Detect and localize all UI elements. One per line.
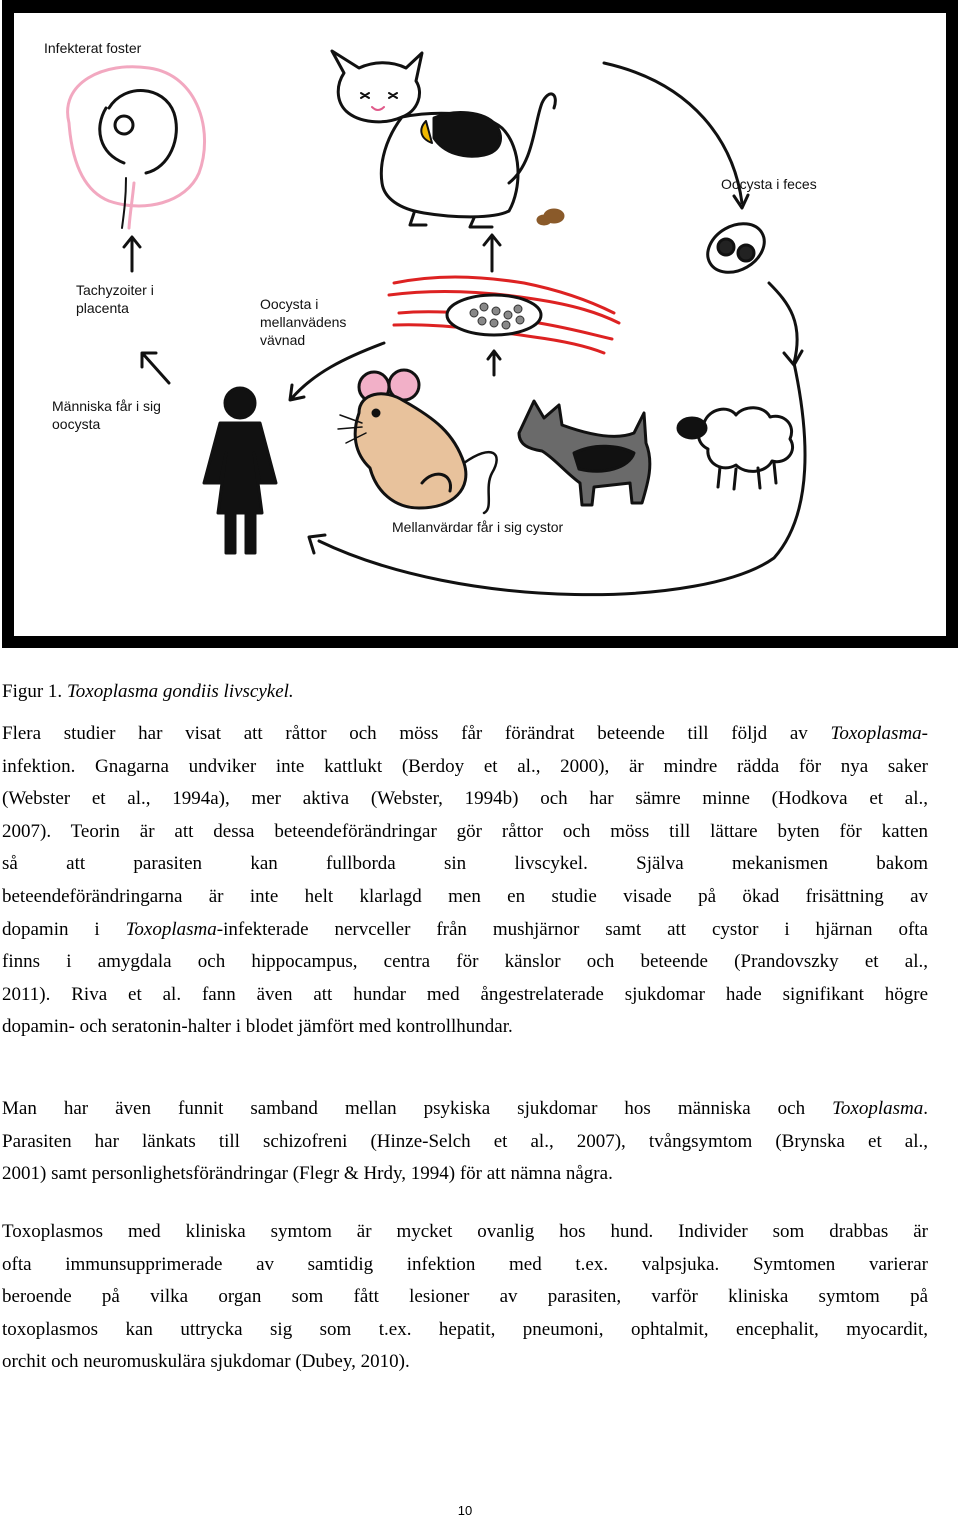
label-oocyst-feces: Oocysta i feces bbox=[721, 176, 817, 192]
arrow-oocyst-to-placenta bbox=[142, 353, 169, 383]
label-oocyst-tissue: Oocysta i mellanvädens vävnad bbox=[260, 296, 347, 348]
italic-term: Toxoplasma bbox=[832, 1098, 924, 1119]
text-line: ofta immunsupprimerade av samtidig infektion med t.ex. valpsjuka. Symtomen varierar bbox=[2, 1253, 928, 1275]
figure-frame bbox=[2, 0, 958, 648]
oocyst-feces-illustration bbox=[699, 214, 773, 282]
dog-illustration bbox=[519, 401, 650, 505]
label-human-ingests: Människa får i sig oocysta bbox=[52, 398, 161, 432]
woman-illustration bbox=[204, 388, 276, 553]
figure-caption bbox=[2, 680, 294, 704]
arrow-tissue-to-cat bbox=[484, 235, 500, 271]
text-line: infektion. Gnagarna undviker inte kattlukt (Berdoy et al., 2000), är mindre rädda för nya saker bbox=[2, 755, 928, 777]
text-line: toxoplasmos kan uttrycka sig som t.ex. hepatit, pneumoni, ophtalmit, encephalit, myocardit, bbox=[2, 1318, 928, 1340]
tissue-cyst-illustration bbox=[389, 277, 619, 353]
sheep-illustration bbox=[678, 408, 793, 489]
text-line: 2007). Teorin är att dessa beteendeförändringar gör råttor och möss till lättare byten för katten bbox=[2, 820, 928, 842]
text-line: beteendeförändringarna är inte helt klarlagd men en studie visade på ökad frisättning av bbox=[2, 885, 928, 907]
label-infected-fetus: Infekterat foster bbox=[44, 40, 142, 56]
paragraph-2 bbox=[2, 1093, 928, 1191]
mouse-illustration bbox=[338, 370, 497, 513]
caption-title: Toxoplasma gondiis livscykel. bbox=[66, 681, 294, 702]
text-line: dopamin- och seratonin-halter i blodet jämfört med kontrollhundar. bbox=[2, 1016, 513, 1038]
paragraph-3 bbox=[2, 1216, 928, 1379]
life-cycle-figure bbox=[14, 13, 946, 636]
label-intermediate-hosts: Mellanvärdar får i sig cystor bbox=[392, 519, 564, 535]
text-line: Man har även funnit samband mellan psykiska sjukdomar hos människa och Toxoplasma. bbox=[2, 1098, 928, 1119]
text-line: (Webster et al., 1994a), mer aktiva (Webster, 1994b) och har sämre minne (Hodkova et al., bbox=[2, 788, 928, 810]
text-line: beroende på vilka organ som fått lesioner av parasiten, varför kliniska symtom på bbox=[2, 1286, 928, 1308]
caption-prefix: Figur 1. bbox=[2, 681, 67, 702]
fetus-illustration bbox=[68, 67, 205, 228]
text-line: orchit och neuromuskulära sjukdomar (Dubey, 2010). bbox=[2, 1351, 410, 1373]
page-number: 10 bbox=[457, 1503, 473, 1518]
italic-term: Toxoplasma bbox=[125, 918, 217, 940]
arrow-head-sheep bbox=[784, 351, 802, 365]
cat-illustration bbox=[332, 51, 563, 227]
italic-term: Toxoplasma- bbox=[830, 723, 928, 744]
text-line: så att parasiten kan fullborda sin livscykel. Själva mekanismen bakom bbox=[2, 853, 928, 875]
text-line: Parasiten har länkats till schizofreni (Hinze-Selch et al., 2007), tvångsymtom (Brynska et al., bbox=[2, 1130, 928, 1152]
arrow-mouse-to-tissue bbox=[488, 351, 500, 375]
arrow-placenta-to-fetus bbox=[124, 237, 140, 271]
text-line: 2001) samt personlighetsförändringar (Flegr & Hrdy, 1994) för att nämna några. bbox=[2, 1163, 613, 1185]
text-line: finns i amygdala och hippocampus, centra för känslor och beteende (Prandovszky et al., bbox=[2, 951, 928, 973]
label-tachyzoites: Tachyzoiter i placenta bbox=[76, 282, 154, 316]
text-line: dopamin i Toxoplasma-infekterade nervceller från mushjärnor samt att cystor i hjärnan ofta bbox=[2, 918, 928, 940]
life-cycle-drawing bbox=[14, 13, 946, 636]
text-line: 2011). Riva et al. fann även att hundar med ångestrelaterade sjukdomar hade signifikant högre bbox=[2, 983, 928, 1005]
text-line: Flera studier har visat att råttor och möss får förändrat beteende till följd av Toxoplasma- bbox=[2, 723, 928, 744]
text-line: Toxoplasmos med kliniska symtom är mycket ovanlig hos hund. Individer som drabbas är bbox=[2, 1221, 928, 1242]
paragraph-1 bbox=[2, 718, 928, 1044]
